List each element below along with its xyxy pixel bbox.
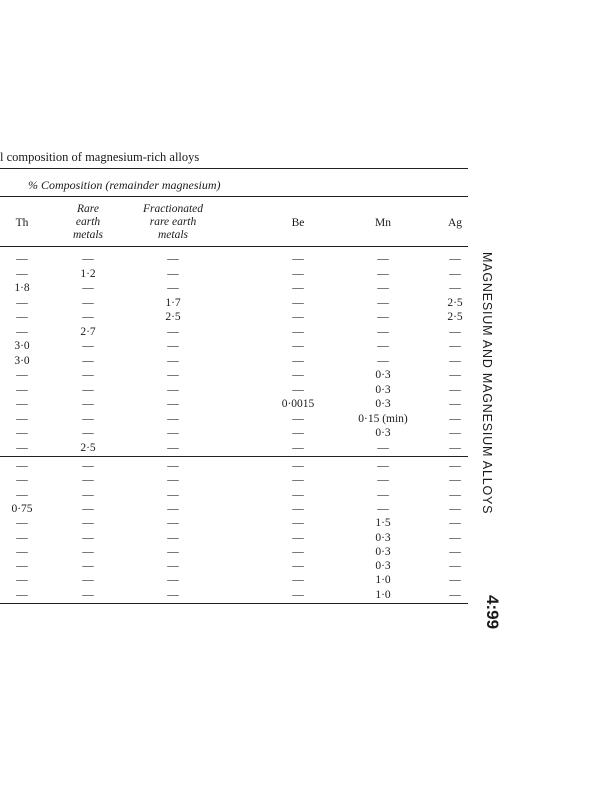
table-cell-mn: 0·3 bbox=[375, 369, 391, 381]
table-cell-be: — bbox=[292, 517, 304, 530]
table-cell-mn: — bbox=[377, 460, 389, 472]
table-cell-be: — bbox=[292, 502, 304, 515]
table-cell-ag: — bbox=[449, 267, 461, 280]
table-cell-free: — bbox=[167, 383, 179, 396]
table-cell-free: — bbox=[167, 488, 179, 501]
table-cell-mn: — bbox=[377, 296, 389, 309]
table-cell-be: — bbox=[292, 267, 304, 280]
table-cell-be: — bbox=[292, 282, 304, 294]
table-cell-th: — bbox=[16, 398, 28, 410]
table-cell-ag: — bbox=[449, 340, 461, 352]
table-cell-be: — bbox=[292, 412, 304, 425]
table-cell-ree: — bbox=[82, 296, 94, 309]
table-cell-free: — bbox=[167, 588, 179, 601]
table-cell-ag: — bbox=[449, 282, 461, 294]
table-cell-ree: — bbox=[82, 369, 94, 381]
table-cell-free: — bbox=[167, 282, 179, 294]
table-cell-free: — bbox=[167, 340, 179, 352]
table-cell-ag: — bbox=[449, 369, 461, 381]
table-cell-th: — bbox=[16, 383, 28, 396]
table-cell-ree: — bbox=[82, 383, 94, 396]
column-header-ree: Rare earth metals bbox=[72, 203, 104, 241]
table-cell-be: — bbox=[292, 588, 304, 601]
table-cell-mn: — bbox=[377, 474, 389, 487]
group-rule bbox=[0, 196, 468, 197]
table-cell-free: — bbox=[167, 502, 179, 515]
table-cell-th: — bbox=[16, 311, 28, 323]
section-divider-rule bbox=[0, 456, 468, 457]
table-cell-ree: — bbox=[82, 517, 94, 530]
table-cell-th: — bbox=[16, 253, 28, 265]
table-cell-th: — bbox=[16, 325, 28, 338]
column-header-be: Be bbox=[291, 217, 305, 229]
table-cell-be: — bbox=[292, 340, 304, 352]
table-cell-free: — bbox=[167, 517, 179, 530]
table-cell-mn: 1·0 bbox=[375, 588, 391, 601]
table-cell-be: — bbox=[292, 545, 304, 558]
table-cell-ree: — bbox=[82, 311, 94, 323]
table-cell-ag: 2·5 bbox=[447, 311, 463, 323]
table-cell-ree: — bbox=[82, 412, 94, 425]
table-cell-ree: — bbox=[82, 502, 94, 515]
table-cell-ree: — bbox=[82, 545, 94, 558]
table-cell-be: — bbox=[292, 574, 304, 587]
table-cell-mn: 1·0 bbox=[375, 574, 391, 587]
table-cell-free: — bbox=[167, 427, 179, 439]
top-rule bbox=[0, 168, 468, 169]
table-cell-be: — bbox=[292, 296, 304, 309]
table-cell-mn: — bbox=[377, 502, 389, 515]
table-cell-ree: — bbox=[82, 398, 94, 410]
table-cell-mn: — bbox=[377, 267, 389, 280]
table-cell-ag: — bbox=[449, 383, 461, 396]
table-cell-mn: 0·15 (min) bbox=[358, 412, 408, 425]
table-cell-free: 2·5 bbox=[165, 311, 181, 323]
table-cell-th: — bbox=[16, 531, 28, 544]
table-cell-be: — bbox=[292, 253, 304, 265]
table-cell-mn: 0·3 bbox=[375, 531, 391, 544]
table-cell-ag: — bbox=[449, 325, 461, 338]
table-cell-ree: 2·5 bbox=[80, 441, 96, 454]
table-cell-th: — bbox=[16, 296, 28, 309]
table-cell-th: — bbox=[16, 545, 28, 558]
table-cell-mn: — bbox=[377, 325, 389, 338]
column-header-th: Th bbox=[15, 217, 29, 229]
table-cell-ag: — bbox=[449, 560, 461, 573]
table-cell-free: — bbox=[167, 253, 179, 265]
table-cell-ree: — bbox=[82, 354, 94, 367]
table-cell-mn: — bbox=[377, 441, 389, 454]
table-cell-be: — bbox=[292, 427, 304, 439]
table-cell-ag: — bbox=[449, 517, 461, 530]
table-cell-ree: — bbox=[82, 427, 94, 439]
table-cell-th: 0·75 bbox=[11, 502, 33, 515]
table-cell-ree: — bbox=[82, 588, 94, 601]
table-cell-be: — bbox=[292, 474, 304, 487]
table-cell-be: — bbox=[292, 531, 304, 544]
table-cell-ree: — bbox=[82, 282, 94, 294]
table-cell-ree: — bbox=[82, 574, 94, 587]
table-cell-mn: — bbox=[377, 488, 389, 501]
table-cell-ag: — bbox=[449, 441, 461, 454]
table-cell-free: — bbox=[167, 441, 179, 454]
table-cell-free: — bbox=[167, 460, 179, 472]
column-header-mn: Mn bbox=[375, 217, 391, 229]
column-header-free: Fractionated rare earth metals bbox=[142, 203, 204, 241]
table-cell-ree: — bbox=[82, 474, 94, 487]
table-cell-ree: 2·7 bbox=[80, 325, 96, 338]
table-cell-th: — bbox=[16, 267, 28, 280]
table-cell-free: — bbox=[167, 545, 179, 558]
table-cell-th: — bbox=[16, 412, 28, 425]
table-cell-be: — bbox=[292, 354, 304, 367]
table-cell-ag: — bbox=[449, 354, 461, 367]
table-cell-free: — bbox=[167, 412, 179, 425]
table-cell-free: 1·7 bbox=[165, 296, 181, 309]
table-cell-ag: — bbox=[449, 427, 461, 439]
table-caption: l composition of magnesium-rich alloys bbox=[0, 150, 200, 164]
table-cell-ree: 1·2 bbox=[80, 267, 96, 280]
table-cell-mn: 0·3 bbox=[375, 560, 391, 573]
table-cell-be: — bbox=[292, 369, 304, 381]
table-cell-th: — bbox=[16, 474, 28, 487]
table-cell-ag: — bbox=[449, 460, 461, 472]
table-cell-ag: — bbox=[449, 545, 461, 558]
table-cell-ag: — bbox=[449, 531, 461, 544]
table-cell-ree: — bbox=[82, 340, 94, 352]
table-cell-mn: 1·5 bbox=[375, 517, 391, 530]
table-cell-free: — bbox=[167, 560, 179, 573]
table-cell-th: — bbox=[16, 560, 28, 573]
table-cell-be: — bbox=[292, 311, 304, 323]
table-cell-ag: — bbox=[449, 588, 461, 601]
table-cell-mn: — bbox=[377, 282, 389, 294]
table-cell-ag: — bbox=[449, 412, 461, 425]
table-cell-ree: — bbox=[82, 560, 94, 573]
table-cell-th: — bbox=[16, 441, 28, 454]
table-cell-be: 0·0015 bbox=[281, 398, 315, 410]
table-cell-be: — bbox=[292, 383, 304, 396]
table-cell-th: 1·8 bbox=[14, 282, 30, 294]
table-cell-ag: — bbox=[449, 502, 461, 515]
table-cell-th: — bbox=[16, 588, 28, 601]
table-cell-be: — bbox=[292, 441, 304, 454]
running-title: MAGNESIUM AND MAGNESIUM ALLOYS bbox=[480, 252, 494, 515]
table-cell-ag: — bbox=[449, 574, 461, 587]
table-cell-mn: — bbox=[377, 311, 389, 323]
table-cell-ree: — bbox=[82, 531, 94, 544]
table-cell-th: — bbox=[16, 517, 28, 530]
table-cell-be: — bbox=[292, 325, 304, 338]
table-cell-ag: — bbox=[449, 474, 461, 487]
table-cell-ree: — bbox=[82, 460, 94, 472]
table-cell-mn: — bbox=[377, 340, 389, 352]
table-cell-ag: — bbox=[449, 398, 461, 410]
table-cell-mn: — bbox=[377, 354, 389, 367]
table-cell-free: — bbox=[167, 398, 179, 410]
group-heading: % Composition (remainder magnesium) bbox=[28, 178, 221, 192]
table-cell-th: 3·0 bbox=[14, 340, 30, 352]
table-cell-ag: — bbox=[449, 253, 461, 265]
table-cell-be: — bbox=[292, 560, 304, 573]
page-number: 4:99 bbox=[483, 595, 502, 630]
table-cell-free: — bbox=[167, 354, 179, 367]
header-rule bbox=[0, 246, 468, 247]
table-cell-th: — bbox=[16, 369, 28, 381]
table-cell-free: — bbox=[167, 369, 179, 381]
table-cell-mn: 0·3 bbox=[375, 398, 391, 410]
table-cell-free: — bbox=[167, 267, 179, 280]
table-cell-th: — bbox=[16, 574, 28, 587]
table-cell-ree: — bbox=[82, 488, 94, 501]
table-cell-ag: 2·5 bbox=[447, 296, 463, 309]
bottom-rule bbox=[0, 603, 468, 604]
column-header-ag: Ag bbox=[447, 217, 463, 229]
table-cell-free: — bbox=[167, 574, 179, 587]
table-cell-th: 3·0 bbox=[14, 354, 30, 367]
table-cell-ag: — bbox=[449, 488, 461, 501]
table-cell-th: — bbox=[16, 427, 28, 439]
table-cell-mn: 0·3 bbox=[375, 545, 391, 558]
table-cell-be: — bbox=[292, 460, 304, 472]
table-cell-th: — bbox=[16, 460, 28, 472]
table-cell-ree: — bbox=[82, 253, 94, 265]
table-cell-free: — bbox=[167, 531, 179, 544]
table-cell-th: — bbox=[16, 488, 28, 501]
table-cell-mn: — bbox=[377, 253, 389, 265]
table-cell-free: — bbox=[167, 325, 179, 338]
table-cell-mn: 0·3 bbox=[375, 383, 391, 396]
table-cell-mn: 0·3 bbox=[375, 427, 391, 439]
table-cell-free: — bbox=[167, 474, 179, 487]
table-cell-be: — bbox=[292, 488, 304, 501]
